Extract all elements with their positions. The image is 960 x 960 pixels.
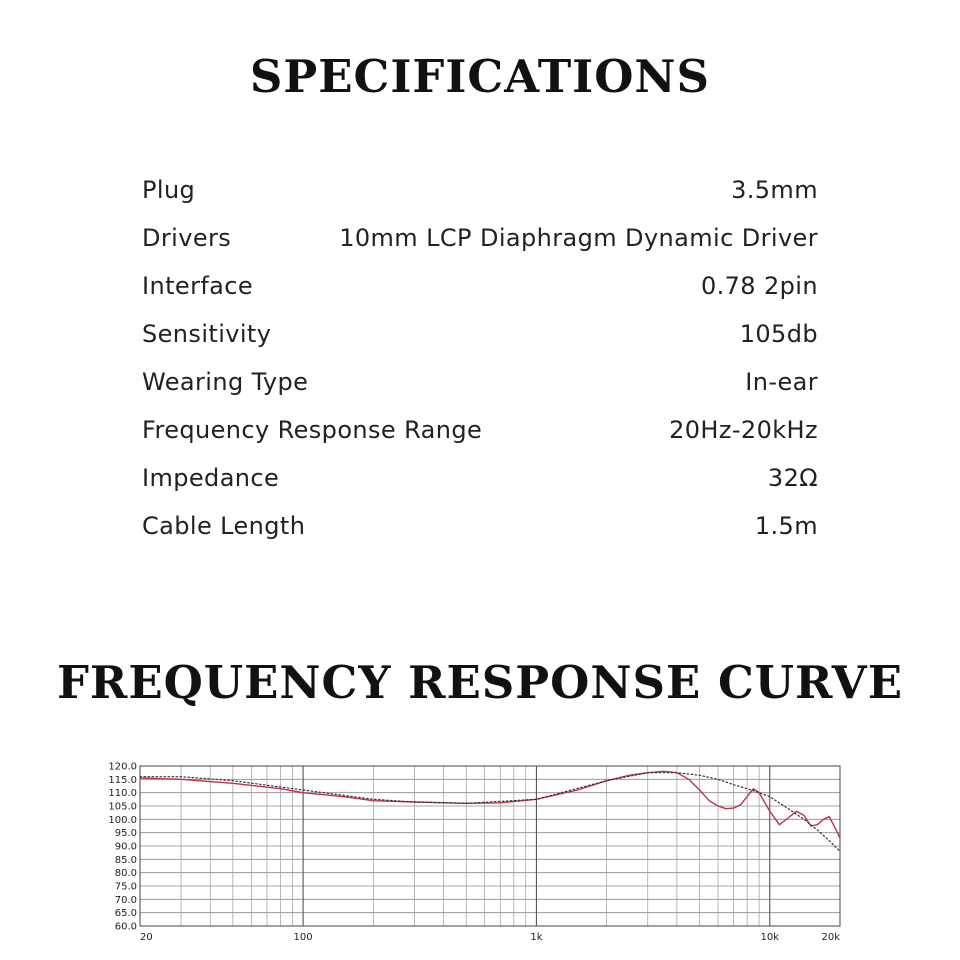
spec-value: 105db — [739, 320, 818, 348]
chart-tick-labels — [108, 762, 840, 944]
x-tick-label: 20 — [140, 932, 153, 943]
spec-row-plug — [142, 166, 818, 214]
y-tick-label: 80.0 — [114, 868, 137, 880]
x-tick-label: 1k — [530, 932, 543, 943]
spec-label: Drivers — [142, 224, 232, 252]
y-tick-label: 85.0 — [114, 854, 137, 866]
spec-value: 20Hz-20kHz — [669, 416, 818, 444]
spec-row-drivers — [142, 214, 818, 262]
spec-label: Cable Length — [142, 512, 306, 540]
spec-value: 0.78 2pin — [700, 272, 818, 300]
spec-label: Frequency Response Range — [142, 416, 483, 444]
y-tick-label: 70.0 — [114, 894, 137, 906]
spec-value: 32Ω — [767, 464, 818, 492]
spec-label: Wearing Type — [142, 368, 309, 396]
spec-value: 1.5m — [754, 512, 818, 540]
spec-row-sensitivity — [142, 310, 818, 358]
y-tick-label: 100.0 — [108, 814, 137, 826]
x-tick-label: 100 — [293, 932, 313, 943]
x-tick-label: 20k — [821, 932, 840, 943]
spec-label: Sensitivity — [142, 320, 272, 348]
x-tick-label: 10k — [760, 932, 780, 943]
spec-value: 10mm LCP Diaphragm Dynamic Driver — [339, 224, 818, 252]
spec-row-impedance — [142, 454, 818, 502]
y-tick-label: 120.0 — [108, 761, 137, 773]
y-tick-label: 115.0 — [108, 774, 137, 786]
y-tick-label: 65.0 — [114, 908, 137, 920]
chart-grid — [140, 766, 840, 926]
frequency-response-chart — [100, 756, 860, 946]
spec-row-frequency-range — [142, 406, 818, 454]
frequency-response-heading: FREQUENCY RESPONSE CURVE — [56, 656, 904, 709]
spec-row-cable-length — [142, 502, 818, 550]
spec-label: Interface — [142, 272, 254, 300]
y-tick-label: 95.0 — [114, 828, 137, 840]
spec-label: Impedance — [142, 464, 280, 492]
spec-label: Plug — [142, 176, 196, 204]
y-tick-label: 105.0 — [108, 801, 137, 813]
chart-series — [140, 771, 840, 851]
series-line-measured — [140, 771, 840, 838]
spec-row-wearing-type — [142, 358, 818, 406]
y-tick-label: 90.0 — [114, 841, 137, 853]
y-tick-label: 75.0 — [114, 881, 137, 893]
specifications-heading: SPECIFICATIONS — [249, 50, 711, 103]
y-tick-label: 60.0 — [114, 921, 137, 933]
spec-value: In-ear — [745, 368, 818, 396]
spec-value: 3.5mm — [731, 176, 818, 204]
spec-row-interface — [142, 262, 818, 310]
spec-table — [142, 166, 818, 550]
y-tick-label: 110.0 — [108, 788, 137, 800]
